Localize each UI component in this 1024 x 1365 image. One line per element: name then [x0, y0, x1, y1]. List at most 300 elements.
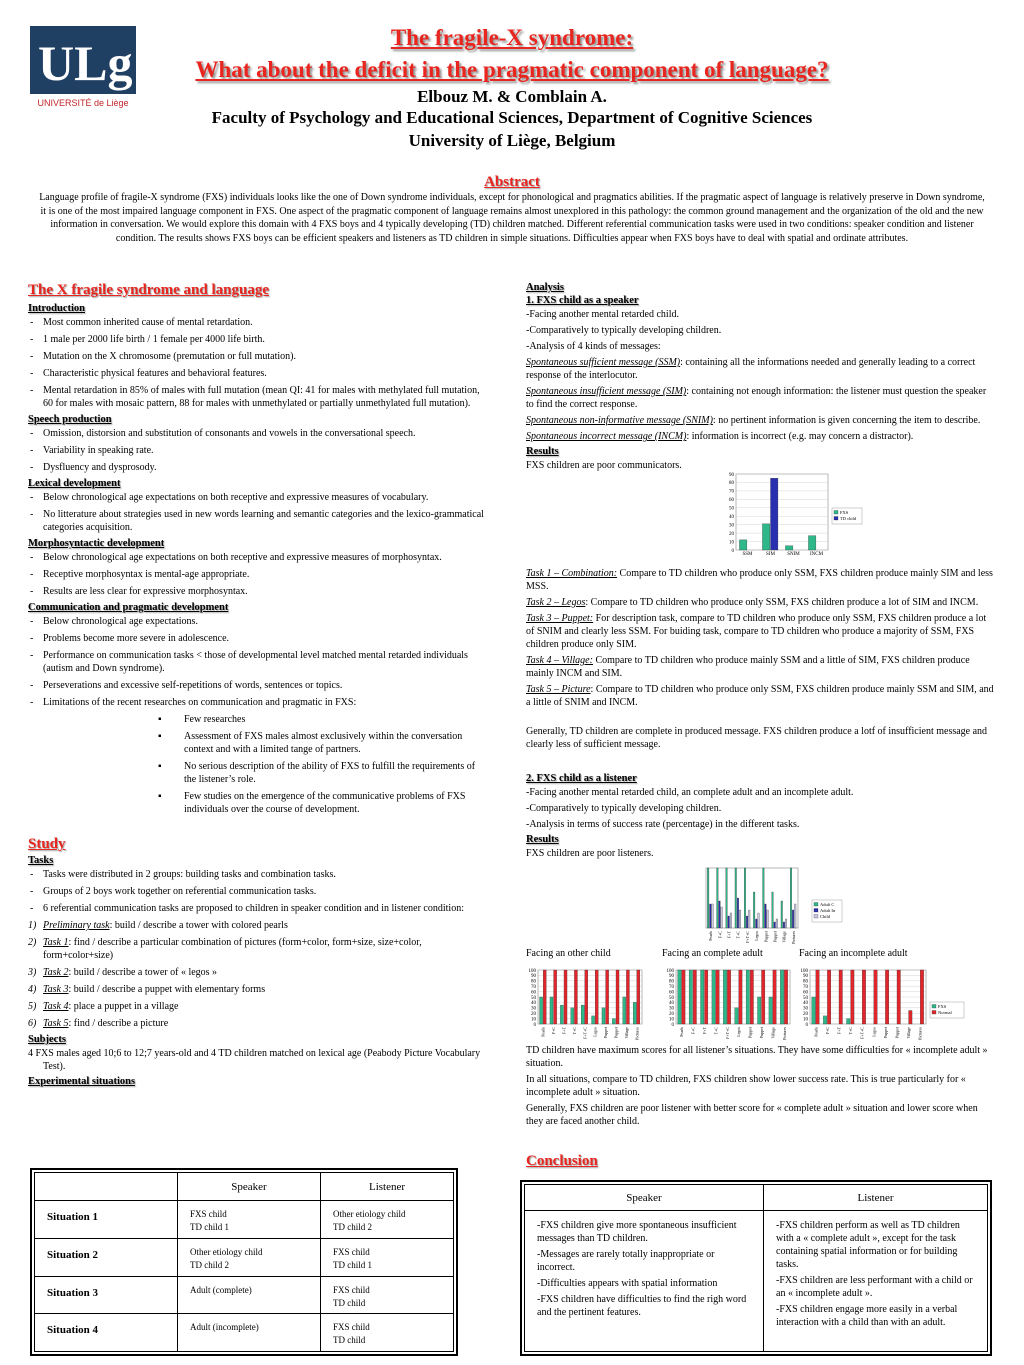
bar [785, 919, 787, 928]
speaker-general: Generally, TD children are complete in produced message. FXS children produce a lotf of insufficient message and clearly less of sufficient message. [526, 726, 988, 750]
bar [705, 970, 708, 1024]
study-heading: Study [28, 836, 66, 852]
speaker-line: -Comparatively to typically developing children. [526, 325, 722, 336]
x-tick-label: SNIM [787, 552, 800, 557]
bar [723, 970, 726, 1024]
listener-result: FXS children are poor listeners. [526, 848, 654, 859]
bar [847, 1019, 850, 1024]
task-number: 4) [28, 984, 37, 995]
x-tick-label: F+T+C [744, 931, 750, 943]
task-name: Preliminary task [43, 920, 110, 931]
y-tick-label: 30 [803, 1006, 808, 1012]
conclusion-line: -Difficulties appears with spatial information [537, 1278, 718, 1289]
x-tick-label: SSM [742, 552, 753, 557]
bar [574, 970, 577, 1024]
facing-label-incomplete-adult: Facing an incomplete adult [799, 948, 908, 959]
bar [808, 536, 815, 550]
situation-label: Situation 4 [35, 1314, 178, 1352]
bar [739, 970, 742, 1024]
listener-chart-child [524, 966, 644, 1046]
lexical-heading: Lexical development [28, 478, 121, 489]
bar [689, 970, 692, 1024]
conclusion-line: -FXS children engage more easily in a verbal interaction with a child than with an adult. [776, 1304, 958, 1328]
cell-line: Other etiology child [333, 1209, 406, 1219]
cell-line: TD child [333, 1335, 366, 1346]
task-name: Task 1 [43, 937, 69, 948]
x-tick-label: Pictures [917, 1027, 923, 1040]
bar [783, 922, 785, 928]
bar [585, 970, 588, 1024]
bar [595, 970, 598, 1024]
listener-discussion [526, 1044, 994, 1131]
task-item [28, 936, 492, 962]
task-name: Task 3 [43, 984, 69, 995]
bar [633, 1002, 636, 1024]
task-result-desc: : Compare to TD children who produce only SSM, FXS children produce mainly SSM and SIM, and a little of SNIM and INCM. [526, 684, 994, 708]
message-type-name: Spontaneous incorrect message (INCM) [526, 431, 687, 442]
bar [735, 868, 737, 928]
bar [774, 922, 776, 928]
list-item: - Variability in speaking rate. [28, 444, 492, 457]
x-tick-label: F+C [824, 1027, 830, 1035]
bar [748, 910, 750, 928]
table-header-speaker: Speaker [178, 1173, 321, 1201]
message-type-desc: : containing all the informations needed and generally leading to a correct response of the interlocutor. [526, 357, 976, 381]
task-item [28, 983, 492, 996]
conclusion-table-frame [520, 1180, 992, 1356]
task-results [526, 567, 994, 863]
abstract-text: Language profile of fragile-X syndrome (FXS) individuals looks like the one of Down syndrome individuals, except for phonological and pragmatics abilities. If the pragmatic aspect of language is relatively preserve in Down syndrome, it is one of the most impaired language component in FXS. One aspect of the pragmatic component of language remains almost unexplored in this pathology: the common ground management and the organization of the old and the new information in conversation. We would explore this domain with 4 FXS boys and 4 typically developing (TD) children matched. Different referential communication tasks were used in two conditions: speaker condition and listener condition. The results shows FXS boys can be efficient speakers and listeners as TD children in simple situations. Difficulties appear when FXS boys have to deal with spatial and ordinate attributes. [39, 192, 985, 244]
bar [851, 970, 854, 1024]
task-number: 1) [28, 920, 37, 931]
y-tick-label: 90 [729, 472, 734, 478]
bar [784, 970, 787, 1024]
task-result-name: Task 3 – Puppet: [526, 613, 594, 624]
table-row [35, 1238, 454, 1276]
intro-list [28, 316, 492, 410]
x-tick-label: Pearls [708, 931, 714, 941]
x-tick-label: Puppet [747, 1027, 753, 1039]
situations-table [34, 1172, 454, 1352]
subjects-text: 4 FXS males aged 10;6 to 12;7 years-old and 4 TD children matched on lexical age (Peabody Picture Vocabulary Test). [28, 1048, 481, 1072]
task-number: 3) [28, 967, 37, 978]
x-tick-label: Puppet [613, 1027, 619, 1039]
y-tick-label: 10 [531, 1017, 536, 1023]
conclusion-listener-cell [764, 1211, 988, 1352]
bar [812, 997, 815, 1024]
table-row [35, 1314, 454, 1352]
logo-caption: UNIVERSITÉ de Liège [37, 98, 129, 108]
bar [564, 970, 567, 1024]
y-tick-label: 30 [729, 523, 734, 529]
y-tick-label: 0 [731, 548, 734, 554]
bar [827, 970, 830, 1024]
conclusion-line: -FXS children have difficulties to find the righ word and the pertinent features. [537, 1294, 747, 1318]
bar [710, 904, 712, 928]
y-tick-label: 0 [805, 1022, 808, 1028]
task-result [526, 567, 994, 593]
x-tick-label: Legos [754, 931, 760, 941]
bar [885, 970, 888, 1024]
bar [897, 970, 900, 1024]
x-tick-label: F+T+C [724, 1027, 730, 1039]
list-item: - Below chronological age expectations on both receptive and expressive measures of morphosyntax. [28, 551, 492, 564]
y-tick-label: 70 [669, 985, 674, 990]
message-type-name: Spontaneous non-informative message (SNIM) [526, 415, 713, 426]
list-item: - Limitations of the recent researches on communication and pragmatic in FXS: [28, 696, 492, 709]
bar [540, 997, 543, 1024]
bar [712, 904, 714, 928]
y-tick-label: 60 [531, 990, 536, 996]
bar [712, 970, 715, 1024]
y-tick-label: 20 [531, 1012, 536, 1017]
task-result-desc: : Compare to TD children who produce only SSM, FXS children produce a lot of SIM and INCM. [585, 597, 979, 608]
speech-heading: Speech production [28, 414, 112, 425]
abstract-heading: Abstract [484, 174, 540, 190]
task-desc: : build / describe a tower with colored pearls [109, 920, 288, 931]
task-desc: : build / describe a tower of « legos » [68, 967, 218, 978]
situations-table-frame [30, 1168, 458, 1356]
table-header-listener: Listener [321, 1173, 454, 1201]
x-tick-label: Puppet [763, 931, 769, 943]
task-result-desc: Compare to TD children who produce only SSM, FXS children produce mainly SIM and less MSS. [526, 568, 993, 592]
left-column [28, 282, 492, 1089]
y-tick-label: 80 [803, 979, 808, 985]
bar [737, 898, 739, 928]
y-tick-label: 80 [669, 979, 674, 985]
legend-swatch [814, 909, 818, 913]
bar [581, 1005, 584, 1024]
list-item: - Results are less clear for expressive morphosyntax. [28, 585, 492, 598]
y-tick-label: 40 [803, 1001, 808, 1007]
list-item: - 6 referential communication tasks are proposed to children in speaker condition and in listener condition: [28, 902, 492, 915]
y-tick-label: 40 [531, 1001, 536, 1007]
bar [920, 970, 923, 1024]
legend-label: Normal [938, 1010, 952, 1015]
legend-label: FXS [840, 510, 849, 515]
list-item: - Dysfluency and dysprosody. [28, 461, 492, 474]
cell-line: Other etiology child [190, 1246, 263, 1257]
cell-line: FXS child [333, 1322, 370, 1333]
x-tick-label: Legos [871, 1027, 877, 1037]
y-tick-label: 10 [729, 540, 734, 546]
listener-heading: 2. FXS child as a listener [526, 773, 637, 784]
facing-label-complete-adult: Facing an complete adult [662, 948, 763, 959]
y-tick-label: 60 [669, 990, 674, 996]
task-desc: : find / describe a picture [68, 1018, 169, 1029]
affiliation-faculty: Faculty of Psychology and Educational Sciences, Department of Cognitive Sciences [211, 108, 813, 127]
bar [550, 997, 553, 1024]
analysis-heading: Analysis [526, 282, 564, 293]
x-tick-label: INCM [809, 552, 824, 557]
x-tick-label: F+T+C [582, 1027, 588, 1039]
bar [753, 892, 755, 928]
task-item [28, 966, 492, 979]
x-tick-label: Pictures [790, 931, 796, 944]
bar [756, 919, 758, 928]
right-column-top [526, 280, 994, 475]
bar [637, 970, 640, 1024]
message-type-desc: : information is incorrect (e.g. may concern a distractor). [686, 431, 914, 442]
message-type [526, 430, 994, 443]
list-item: - Performance on communication tasks < those of developmental level matched mental retarded individuals (autism and Down syndrome). [28, 649, 492, 675]
y-tick-label: 20 [729, 531, 734, 537]
bar [744, 868, 746, 928]
legend-label: TD child [840, 516, 857, 521]
bar [790, 868, 792, 928]
bar [739, 540, 746, 550]
list-item: - Below chronological age expectations. [28, 615, 492, 628]
conclusion-heading: Conclusion [526, 1153, 598, 1169]
x-tick-label: Puppet [603, 1027, 609, 1039]
legend-swatch [834, 517, 838, 521]
svg-text:ULg: ULg [38, 35, 133, 91]
list-item: - Characteristic physical features and behavioral features. [28, 367, 492, 380]
y-tick-label: 50 [803, 995, 808, 1001]
bar [746, 970, 749, 1024]
bar [767, 910, 769, 928]
x-tick-label: Village [781, 931, 787, 943]
bar [839, 970, 842, 1024]
comm-heading: Communication and pragmatic development [28, 602, 229, 613]
bar [739, 910, 741, 928]
listener-line: -Analysis in terms of success rate (percentage) in the different tasks. [526, 819, 800, 830]
conclusion-line: -FXS children are less performant with a child or an « incomplete adult ». [776, 1275, 973, 1299]
poster-title-line2: What about the deficit in the pragmatic component of language? [195, 57, 829, 82]
tasks-intro-list [28, 868, 492, 915]
situation-label: Situation 1 [35, 1201, 178, 1239]
task-desc: : find / describe a particular combination of pictures (form+color, form+size, size+color, form+color+size) [43, 937, 422, 961]
x-tick-label: F+T+C [859, 1027, 865, 1039]
section-fragile-x-heading: The X fragile syndrome and language [28, 282, 269, 298]
bar [750, 970, 753, 1024]
y-tick-label: 90 [669, 974, 674, 980]
task-name: Task 2 [43, 967, 69, 978]
legend-label: Adult C [820, 902, 835, 907]
x-tick-label: Pearls [540, 1027, 546, 1037]
listener-overview-chart-svg [700, 864, 850, 948]
y-tick-label: 90 [531, 974, 536, 980]
situation-label: Situation 3 [35, 1276, 178, 1314]
conclusion-line: -FXS children perform as well as TD children with a « complete adult », except for the task containing spatial information or for building tasks. [776, 1220, 960, 1270]
list-item: - Most common inherited cause of mental retardation. [28, 316, 492, 329]
listener-para: Generally, FXS children are poor listener with better score for « complete adult » situation and lower score when they are faced another child. [526, 1103, 978, 1127]
table-cell [178, 1276, 321, 1314]
bar [626, 970, 629, 1024]
listener-para: TD children have maximum scores for all listener’s situations. They have some difficulties for « incomplete adult » situation. [526, 1045, 988, 1069]
y-tick-label: 100 [528, 968, 536, 974]
task-number: 2) [28, 937, 37, 948]
bar [716, 970, 719, 1024]
task-result [526, 596, 994, 609]
bar [727, 970, 730, 1024]
x-tick-label: Pictures [634, 1027, 640, 1040]
bar [678, 970, 681, 1024]
tasks-heading: Tasks [28, 855, 54, 866]
y-tick-label: 100 [800, 968, 808, 974]
intro-heading: Introduction [28, 303, 85, 314]
morpho-list [28, 551, 492, 598]
y-tick-label: 0 [533, 1022, 536, 1028]
bar [758, 913, 760, 928]
results-heading: Results [526, 834, 559, 845]
speaker-chart-svg [724, 470, 864, 566]
list-item: - Mutation on the X chromosome (premutation or full mutation). [28, 350, 492, 363]
bar [762, 524, 769, 550]
y-tick-label: 70 [531, 985, 536, 990]
listener-chart-child-svg [524, 966, 644, 1046]
bar [735, 1008, 738, 1024]
message-type [526, 356, 994, 382]
x-tick-label: SIM [766, 552, 775, 557]
bar [823, 1016, 826, 1024]
y-tick-label: 70 [803, 985, 808, 990]
conclusion-heading-wrap [526, 1153, 598, 1170]
y-tick-label: 10 [669, 1017, 674, 1023]
list-item: - Below chronological age expectations on both receptive and expressive measures of vocabulary. [28, 491, 492, 504]
task-name: Task 5 [43, 1018, 69, 1029]
x-tick-label: T+C [571, 1027, 577, 1035]
results-heading: Results [526, 446, 559, 457]
bar [726, 868, 728, 928]
bar [606, 970, 609, 1024]
bar [794, 904, 796, 928]
cell-line: FXS child [333, 1284, 370, 1295]
bar [776, 919, 778, 928]
bar [909, 1011, 912, 1025]
x-tick-label: Puppet [772, 931, 778, 943]
task-item [28, 1000, 492, 1013]
legend-label: Adult In [820, 908, 836, 913]
y-tick-label: 100 [666, 968, 674, 974]
bar [765, 904, 767, 928]
y-tick-label: 50 [531, 995, 536, 1001]
x-tick-label: Pearls [679, 1027, 685, 1037]
listener-chart-complete-adult-svg [662, 966, 792, 1046]
cell-line: FXS child [190, 1209, 227, 1219]
y-tick-label: 0 [671, 1022, 674, 1028]
task-item [28, 919, 492, 932]
legend-swatch [932, 1011, 936, 1015]
bar [785, 546, 792, 550]
table-row [35, 1201, 454, 1239]
task-result-name: Task 2 – Legos [526, 597, 586, 608]
situation-label: Situation 2 [35, 1238, 178, 1276]
bar [728, 916, 730, 928]
bar [560, 1005, 563, 1024]
poster-title-line1: The fragile-X syndrome: [390, 25, 634, 50]
legend-label: Child [820, 914, 831, 919]
bar [730, 913, 732, 928]
task-result-name: Task 1 – Combination: [526, 568, 618, 579]
bar [758, 997, 761, 1024]
abstract-heading-wrap [0, 173, 1024, 191]
task-item [28, 1017, 492, 1030]
bar [707, 868, 709, 928]
conclusion-header-speaker: Speaker [525, 1185, 764, 1211]
bar [719, 901, 721, 928]
list-item: ▪ Few studies on the emergence of the communicative problems of FXS individuals over the course of development. [156, 790, 476, 816]
x-tick-label: Puppet [894, 1027, 900, 1039]
bar [623, 997, 626, 1024]
authors: Elbouz M. & Comblain A. [417, 87, 607, 106]
affiliation-university: University of Liège, Belgium [408, 131, 616, 150]
task-result-name: Task 4 – Village: [526, 655, 593, 666]
y-tick-label: 20 [669, 1012, 674, 1017]
bar [721, 907, 723, 928]
table-row [35, 1276, 454, 1314]
message-type-name: Spontaneous insufficient message (SIM) [526, 386, 687, 397]
bar [772, 892, 774, 928]
y-tick-label: 10 [803, 1017, 808, 1023]
legend-label: FXS [938, 1004, 947, 1009]
table-cell [178, 1238, 321, 1276]
morpho-heading: Morphosyntactic development [28, 538, 165, 549]
list-item: - Mental retardation in 85% of males with full mutation (mean QI: 41 for males with methylated full mutation, 60 for males with mosaic pattern, 88 for males with unmethylated or partially unmethylated full mutation). [28, 384, 492, 410]
y-tick-label: 60 [803, 990, 808, 996]
conclusion-line: -FXS children give more spontaneous insufficient messages than TD children. [537, 1220, 737, 1244]
x-tick-label: T+C [735, 931, 741, 939]
bar [612, 1019, 615, 1024]
list-item: - 1 male per 2000 life birth / 1 female per 4000 life birth. [28, 333, 492, 346]
cell-line: Adult (complete) [190, 1284, 252, 1295]
x-tick-label: F+T [702, 1027, 707, 1034]
bar [701, 970, 704, 1024]
list-item: - Groups of 2 boys work together on referential communication tasks. [28, 885, 492, 898]
cell-line: FXS child [333, 1246, 370, 1257]
x-tick-label: F+C [690, 1027, 696, 1035]
bar [554, 970, 557, 1024]
list-item: - No litterature about strategies used in new words learning and semantic categories and the lexico-grammatical categories acquisition. [28, 508, 492, 534]
conclusion-table [524, 1184, 988, 1352]
x-tick-label: F+C [717, 931, 723, 939]
subjects-heading: Subjects [28, 1034, 66, 1045]
listener-overview-chart [700, 864, 850, 948]
x-tick-label: Pearls [813, 1027, 819, 1037]
table-cell [321, 1238, 454, 1276]
message-type-desc: : no pertinent information is given concerning the item to describe. [712, 415, 981, 426]
listener-chart-incomplete-adult [796, 966, 986, 1046]
y-tick-label: 80 [729, 481, 734, 487]
task-result-desc: For description task, compare to TD children who produce only SSM, FXS children produce a lot of SNIM and clearly less SSM. For buiding task, compare to TD children who produce a majority of SSM, FXS children produce only SIM. [526, 613, 987, 650]
list-item: ▪ Assessment of FXS males almost exclusively within the conversation context and with a limited tange of partners. [156, 730, 476, 756]
bar [792, 910, 794, 928]
x-tick-label: Puppet [759, 1027, 764, 1039]
bar [769, 997, 772, 1024]
bar [874, 970, 877, 1024]
message-type-name: Spontaneous sufficient message (SSM) [526, 357, 681, 368]
bar [781, 901, 783, 928]
conclusion-line: -Messages are rarely totally inappropriate or incorrect. [537, 1249, 715, 1273]
speech-list [28, 427, 492, 474]
legend-swatch [814, 915, 818, 919]
message-type-desc: : containing not enough information: the listener must question the speaker to find the correct response. [526, 386, 987, 410]
x-tick-label: T+C [713, 1027, 719, 1035]
table-cell [178, 1201, 321, 1239]
task-number: 5) [28, 1001, 37, 1012]
task-result-name: Task 5 – Picture [526, 684, 591, 695]
conclusion-header-listener: Listener [764, 1185, 988, 1211]
bar [746, 916, 748, 928]
list-item: ▪ No serious description of the ability of FXS to fulfill the requirements of the listener’s role. [156, 760, 476, 786]
conclusion-speaker-cell [525, 1211, 764, 1352]
x-tick-label: F+C [551, 1027, 557, 1035]
x-tick-label: F+T [726, 931, 732, 938]
y-tick-label: 60 [729, 498, 734, 504]
cell-line: TD child [333, 1297, 366, 1308]
cell-line: TD child 2 [190, 1259, 229, 1270]
table-cell [321, 1201, 454, 1239]
